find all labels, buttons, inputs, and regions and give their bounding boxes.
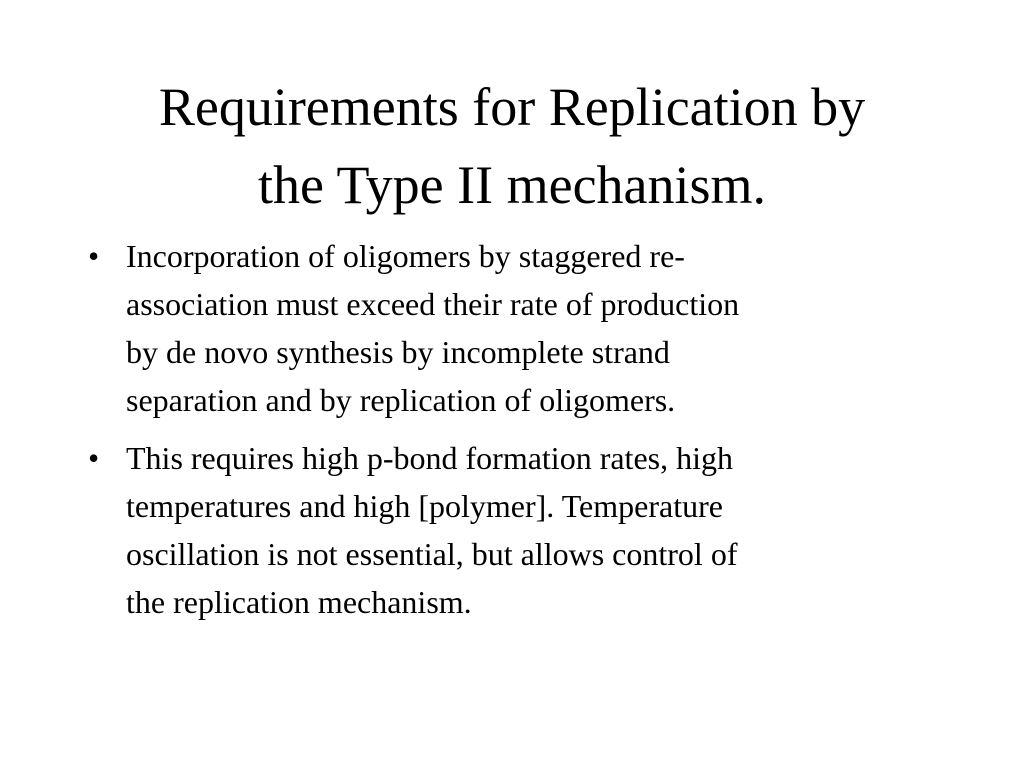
bullet-text-line: the replication mechanism.: [126, 584, 472, 620]
bullet-marker: •: [88, 238, 100, 274]
slide-title-line: the Type II mechanism.: [257, 155, 767, 215]
bullet-marker: •: [88, 440, 100, 476]
slide-title: [60, 68, 964, 224]
bullet-text-line: association must exceed their rate of production: [126, 286, 740, 322]
bullet-text-line: This requires high p-bond formation rates, high: [126, 440, 733, 476]
bullet-text-line: oscillation is not essential, but allows control of: [126, 536, 738, 572]
bullet-item: [88, 232, 908, 424]
bullet-item: [88, 434, 908, 626]
bullet-text-line: temperatures and high [polymer]. Temperature: [126, 488, 723, 524]
bullet-text-line: separation and by replication of oligomers.: [126, 382, 676, 418]
bullet-text-line: Incorporation of oligomers by staggered re-: [126, 238, 685, 274]
bullet-text-line: by de novo synthesis by incomplete strand: [126, 334, 670, 370]
slide-title-line: Requirements for Replication by: [158, 77, 866, 137]
bullet-list: [88, 232, 908, 636]
